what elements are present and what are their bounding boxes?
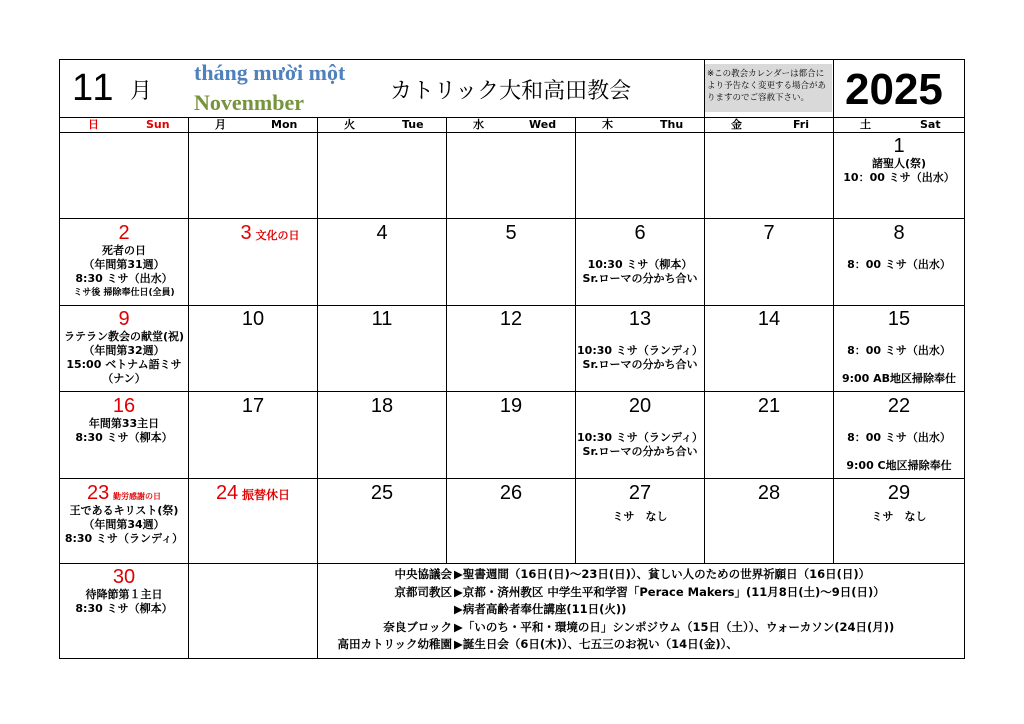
day-number: 5 bbox=[505, 222, 517, 244]
day-cell-17 bbox=[189, 395, 317, 417]
day-cell-21 bbox=[705, 395, 833, 417]
event-line: 8:30 ミサ（ランディ） bbox=[64, 532, 184, 545]
event-line: （ナン） bbox=[102, 372, 146, 385]
day-cell-26 bbox=[447, 482, 575, 504]
event-line: 待降節第１主日 bbox=[85, 588, 163, 601]
event-line: 8:30 ミサ（柳本） bbox=[75, 431, 173, 444]
event-line: 諸聖人(祭) bbox=[871, 157, 927, 170]
calendar-header bbox=[60, 60, 964, 117]
weekday-jp: 木 bbox=[602, 118, 613, 131]
event-line: Sr.ローマの分かち合い bbox=[582, 272, 698, 285]
day-number: 4 bbox=[376, 222, 388, 244]
day-cell-5 bbox=[447, 222, 575, 244]
day-number: 29 bbox=[887, 482, 911, 504]
grid-line bbox=[833, 60, 834, 117]
event-line: 10:30 ミサ（柳本） bbox=[587, 258, 693, 271]
event-line: 15:00 ベトナム語ミサ bbox=[66, 358, 182, 371]
event-line: 王であるキリスト(祭) bbox=[69, 504, 179, 517]
weekday-en: Thu bbox=[660, 118, 684, 131]
event-line: （年間第34週） bbox=[83, 518, 165, 531]
grid-line bbox=[60, 305, 964, 306]
day-number: 21 bbox=[757, 395, 781, 417]
day-cell-1 bbox=[834, 135, 964, 185]
weekday-en: Tue bbox=[402, 118, 424, 131]
weekday-jp: 土 bbox=[860, 118, 871, 131]
day-cell-19 bbox=[447, 395, 575, 417]
weekday-thu bbox=[576, 117, 704, 133]
note-text: ▶聖書週間（16日(日)～23日(日)）、貧しい人のための世界祈願日（16日(日)） bbox=[454, 567, 871, 581]
event-line: 8：00 ミサ（出水） bbox=[847, 258, 951, 271]
note-text: ▶京都・済州教区 中学生平和学習「Perace Makers」(11月8日(土)～9日(日)） bbox=[454, 584, 885, 599]
year: 2025 bbox=[845, 65, 943, 114]
event-line: 9:00 C地区掃除奉仕 bbox=[846, 459, 952, 472]
day-number: 6 bbox=[634, 222, 646, 244]
note-row bbox=[318, 584, 964, 602]
weekday-en: Fri bbox=[793, 118, 810, 131]
day-cell-13 bbox=[576, 308, 704, 372]
day-cell-8 bbox=[834, 222, 964, 272]
day-number: 23 bbox=[86, 482, 110, 504]
weekday-sun bbox=[60, 117, 188, 133]
day-cell-28 bbox=[705, 482, 833, 504]
day-cell-29 bbox=[834, 482, 964, 524]
weekday-jp: 金 bbox=[731, 118, 742, 131]
event-line: ミサ なし bbox=[871, 510, 927, 523]
event-line: 9:00 AB地区掃除奉仕 bbox=[841, 372, 957, 385]
day-number: 14 bbox=[757, 308, 781, 330]
day-number: 27 bbox=[628, 482, 652, 504]
day-cell-6 bbox=[576, 222, 704, 286]
month-vietnamese: tháng mười một bbox=[194, 60, 346, 85]
day-number: 30 bbox=[112, 566, 136, 588]
event-line: 8：00 ミサ（出水） bbox=[847, 344, 951, 357]
day-cell-12 bbox=[447, 308, 575, 330]
day-cell-11 bbox=[318, 308, 446, 330]
grid-line bbox=[60, 563, 964, 564]
day-number: 18 bbox=[370, 395, 394, 417]
day-number: 7 bbox=[763, 222, 775, 244]
month-english: Novenmber bbox=[194, 90, 304, 115]
day-number: 11 bbox=[371, 308, 393, 330]
day-cell-3 bbox=[189, 222, 317, 244]
day-number: 28 bbox=[757, 482, 781, 504]
event-line: 8:30 ミサ（出水） bbox=[75, 272, 173, 285]
event-line: Sr.ローマの分かち合い bbox=[582, 358, 698, 371]
day-cell-22 bbox=[834, 395, 964, 473]
day-cell-10 bbox=[189, 308, 317, 330]
note-key: 高田カトリック幼稚園 bbox=[337, 637, 452, 651]
weekday-en: Wed bbox=[529, 118, 557, 131]
day-cell-2 bbox=[60, 222, 188, 300]
event-line: ミサ なし bbox=[612, 510, 668, 523]
weekday-en: Sat bbox=[920, 118, 941, 131]
holiday-label: 勤労感謝の日 bbox=[113, 492, 162, 501]
church-name: カトリック大和高田教会 bbox=[390, 79, 632, 104]
day-cell-14 bbox=[705, 308, 833, 330]
weekday-tue bbox=[318, 117, 446, 133]
event-line: 10:30 ミサ（ランディ） bbox=[577, 431, 703, 444]
day-cell-20 bbox=[576, 395, 704, 459]
day-number: 3 bbox=[240, 222, 252, 244]
event-line: Sr.ローマの分かち合い bbox=[582, 445, 698, 458]
event-line: 10:30 ミサ（ランディ） bbox=[577, 344, 703, 357]
note-row bbox=[318, 601, 964, 619]
day-cell-16 bbox=[60, 395, 188, 445]
event-line: 8：00 ミサ（出水） bbox=[847, 431, 951, 444]
weekday-wed bbox=[447, 117, 575, 133]
note-row bbox=[318, 566, 964, 584]
event-line: （年間第32週） bbox=[83, 344, 165, 357]
day-number: 22 bbox=[887, 395, 911, 417]
calendar bbox=[59, 59, 965, 659]
holiday-label: 文化の日 bbox=[255, 229, 300, 242]
event-line: 8:30 ミサ（柳本） bbox=[75, 602, 173, 615]
weekday-mon bbox=[189, 117, 317, 133]
day-number: 20 bbox=[628, 395, 652, 417]
weekday-en: Sun bbox=[146, 118, 170, 131]
note-text: ▶病者高齢者奉仕講座(11日(火)) bbox=[454, 602, 627, 616]
note-row bbox=[318, 636, 964, 654]
event-line: ミサ後 掃除奉仕日(全員) bbox=[73, 288, 175, 298]
day-number: 19 bbox=[499, 395, 523, 417]
event-line: 死者の日 bbox=[102, 244, 146, 257]
grid-line bbox=[60, 218, 964, 219]
event-line: ラテラン教会の献堂(祝) bbox=[63, 330, 185, 343]
weekday-sat bbox=[834, 117, 964, 133]
day-number: 2 bbox=[118, 222, 130, 244]
day-cell-9 bbox=[60, 308, 188, 386]
day-number: 12 bbox=[499, 308, 523, 330]
day-number: 17 bbox=[241, 395, 265, 417]
event-line: 10：00 ミサ（出水） bbox=[843, 171, 955, 184]
grid-line bbox=[60, 478, 964, 479]
day-cell-15 bbox=[834, 308, 964, 386]
day-cell-4 bbox=[318, 222, 446, 244]
grid-line bbox=[188, 117, 189, 658]
day-cell-24 bbox=[189, 482, 317, 504]
note-key bbox=[318, 601, 454, 619]
day-cell-25 bbox=[318, 482, 446, 504]
day-number: 26 bbox=[499, 482, 523, 504]
grid-line bbox=[704, 60, 705, 117]
note-text: ▶「いのち・平和・環境の日」シンポジウム（15日（土））、ウォーカソン(24日(月)) bbox=[454, 619, 895, 634]
weekday-jp: 月 bbox=[215, 118, 226, 131]
day-number: 9 bbox=[118, 308, 130, 330]
note-row bbox=[318, 619, 964, 637]
notice-box: ※この教会カレンダーは都合により予告なく変更する場合がありますのでご容赦下さい。 bbox=[704, 64, 832, 112]
day-number: 13 bbox=[628, 308, 652, 330]
day-number: 24 bbox=[215, 482, 239, 504]
note-key: 中央協議会 bbox=[394, 567, 452, 581]
weekday-jp: 水 bbox=[473, 118, 484, 131]
day-number: 10 bbox=[241, 308, 265, 330]
grid-line bbox=[60, 391, 964, 392]
notes-section bbox=[318, 566, 964, 654]
day-cell-30 bbox=[60, 566, 188, 616]
day-cell-23 bbox=[60, 482, 188, 546]
day-number: 1 bbox=[893, 135, 905, 157]
day-number: 25 bbox=[370, 482, 394, 504]
day-number: 16 bbox=[112, 395, 136, 417]
holiday-label: 振替休日 bbox=[242, 488, 291, 502]
day-cell-27 bbox=[576, 482, 704, 524]
day-number: 8 bbox=[893, 222, 905, 244]
weekday-en: Mon bbox=[271, 118, 298, 131]
note-text: ▶誕生日会（6日(木)）、七五三のお祝い（14日(金)）、 bbox=[454, 637, 738, 651]
event-line: 年間第33主日 bbox=[88, 417, 160, 430]
weekday-jp: 日 bbox=[88, 118, 99, 131]
month-kanji: 月 bbox=[130, 79, 153, 104]
weekday-jp: 火 bbox=[344, 118, 355, 131]
month-number: 11 bbox=[72, 67, 116, 109]
weekday-fri bbox=[705, 117, 833, 133]
note-key: 京都司教区 bbox=[394, 584, 452, 599]
event-line: （年間第31週） bbox=[83, 258, 165, 271]
day-number: 15 bbox=[887, 308, 911, 330]
note-key: 奈良ブロック bbox=[383, 619, 452, 634]
day-cell-18 bbox=[318, 395, 446, 417]
day-cell-7 bbox=[705, 222, 833, 244]
